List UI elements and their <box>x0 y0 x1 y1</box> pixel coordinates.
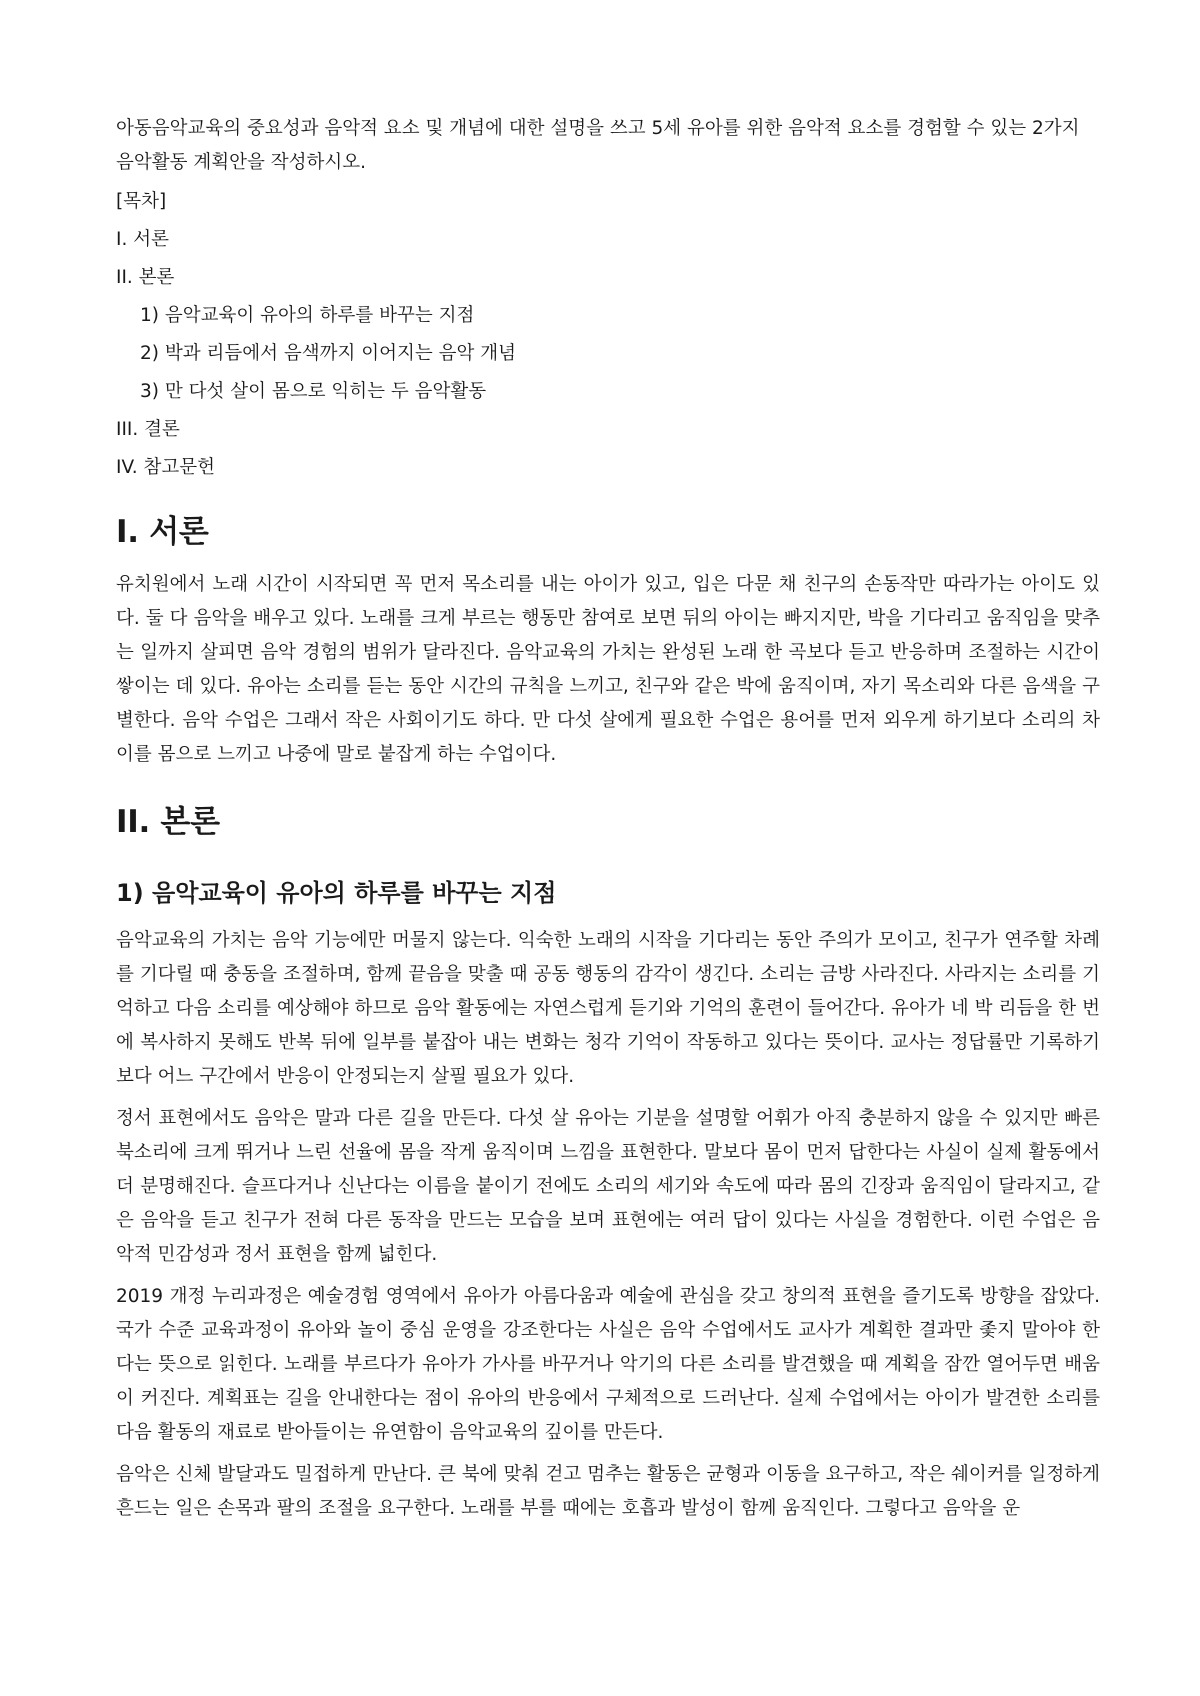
body-sub1-paragraph-4: 음악은 신체 발달과도 밀접하게 만난다. 큰 북에 맞춰 걷고 멈추는 활동은 균형과 이동을 요구하고, 작은 쉐이커를 일정하게 흔드는 일은 손목과 팔의 조절을 요구한다. 노래를 부를 때에는 호흡과 발성이 함께 움직인다. 그렇다고 음악을 운 <box>116 1464 1100 1519</box>
body-sub1-paragraph-1: 음악교육의 가치는 음악 기능에만 머물지 않는다. 익숙한 노래의 시작을 기다리는 동안 주의가 모이고, 친구가 연주할 차례를 기다릴 때 충동을 조절하며, 함께 끝음을 맞출 때 공동 행동의 감각이 생긴다. 소리는 금방 사라진다. 사라지는 소리를 기억하고 다음 소리를 예상해야 하므로 음악 활동에는 자연스럽게 듣기와 기억의 훈련이 들어간다. 유아가 네 박 리듬을 한 번에 복사하지 못해도 반복 뒤에 일부를 붙잡아 내는 변화는 청각 기억이 작동하고 있다는 뜻이다. 교사는 정답률만 기록하기보다 어느 구간에서 반응이 안정되는지 살필 필요가 있다. <box>116 930 1100 1087</box>
toc-item-intro: I. 서론 <box>116 229 169 250</box>
table-of-contents <box>116 188 1100 482</box>
toc-item-references: IV. 참고문헌 <box>116 457 215 478</box>
body-sub1-paragraph-3: 2019 개정 누리과정은 예술경험 영역에서 유아가 아름다움과 예술에 관심을 갖고 창의적 표현을 즐기도록 방향을 잡았다. 국가 수준 교육과정이 유아와 놀이 중심 운영을 강조한다는 사실은 음악 수업에서도 교사가 계획한 결과만 좇지 말아야 한다는 뜻으로 읽힌다. 노래를 부르다가 유아가 가사를 바꾸거나 악기의 다른 소리를 발견했을 때 계획을 잠깐 열어두면 배움이 커진다. 계획표는 길을 안내한다는 점이 유아의 반응에서 구체적으로 드러난다. 실제 수업에서는 아이가 발견한 소리를 다음 활동의 재료로 받아들이는 유연함이 음악교육의 깊이를 만든다. <box>116 1286 1100 1443</box>
assignment-question: 아동음악교육의 중요성과 음악적 요소 및 개념에 대한 설명을 쓰고 5세 유아를 위한 음악적 요소를 경험할 수 있는 2가지 음악활동 계획안을 작성하시오. <box>116 118 1080 173</box>
intro-heading: I. 서론 <box>116 514 209 550</box>
body-sub1-paragraph-2: 정서 표현에서도 음악은 말과 다른 길을 만든다. 다섯 살 유아는 기분을 설명할 어휘가 아직 충분하지 않을 수 있지만 빠른 북소리에 크게 뛰거나 느린 선율에 몸을 작게 움직이며 느낌을 표현한다. 말보다 몸이 먼저 답한다는 사실이 실제 활동에서 더 분명해진다. 슬프다거나 신난다는 이름을 붙이기 전에도 소리의 세기와 속도에 따라 몸의 긴장과 움직임이 달라지고, 같은 음악을 듣고 친구가 전혀 다른 동작을 만드는 모습을 보며 표현에는 여러 답이 있다는 사실을 경험한다. 이런 수업은 음악적 민감성과 정서 표현을 함께 넓힌다. <box>116 1108 1100 1265</box>
toc-item-conclusion: III. 결론 <box>116 419 180 440</box>
toc-item-body-1: 1) 음악교육이 유아의 하루를 바꾸는 지점 <box>140 305 475 326</box>
toc-item-body-3: 3) 만 다섯 살이 몸으로 익히는 두 음악활동 <box>140 381 487 402</box>
toc-heading: [목차] <box>116 191 167 212</box>
toc-item-body-2: 2) 박과 리듬에서 음색까지 이어지는 음악 개념 <box>140 343 516 364</box>
toc-item-body: II. 본론 <box>116 267 175 288</box>
body-sub1-heading: 1) 음악교육이 유아의 하루를 바꾸는 지점 <box>116 879 557 907</box>
intro-paragraph: 유치원에서 노래 시간이 시작되면 꼭 먼저 목소리를 내는 아이가 있고, 입은 다문 채 친구의 손동작만 따라가는 아이도 있다. 둘 다 음악을 배우고 있다. 노래를 크게 부르는 행동만 참여로 보면 뒤의 아이는 빠지지만, 박을 기다리고 움직임을 맞추는 일까지 살피면 음악 경험의 범위가 달라진다. 음악교육의 가치는 완성된 노래 한 곡보다 듣고 반응하며 조절하는 시간이 쌓이는 데 있다. 유아는 소리를 듣는 동안 시간의 규칙을 느끼고, 친구와 같은 박에 움직이며, 자기 목소리와 다른 음색을 구별한다. 음악 수업은 그래서 작은 사회이기도 하다. 만 다섯 살에게 필요한 수업은 용어를 먼저 외우게 하기보다 소리의 차이를 몸으로 느끼고 나중에 말로 붙잡게 하는 수업이다. <box>116 574 1100 765</box>
body-heading: II. 본론 <box>116 804 220 840</box>
